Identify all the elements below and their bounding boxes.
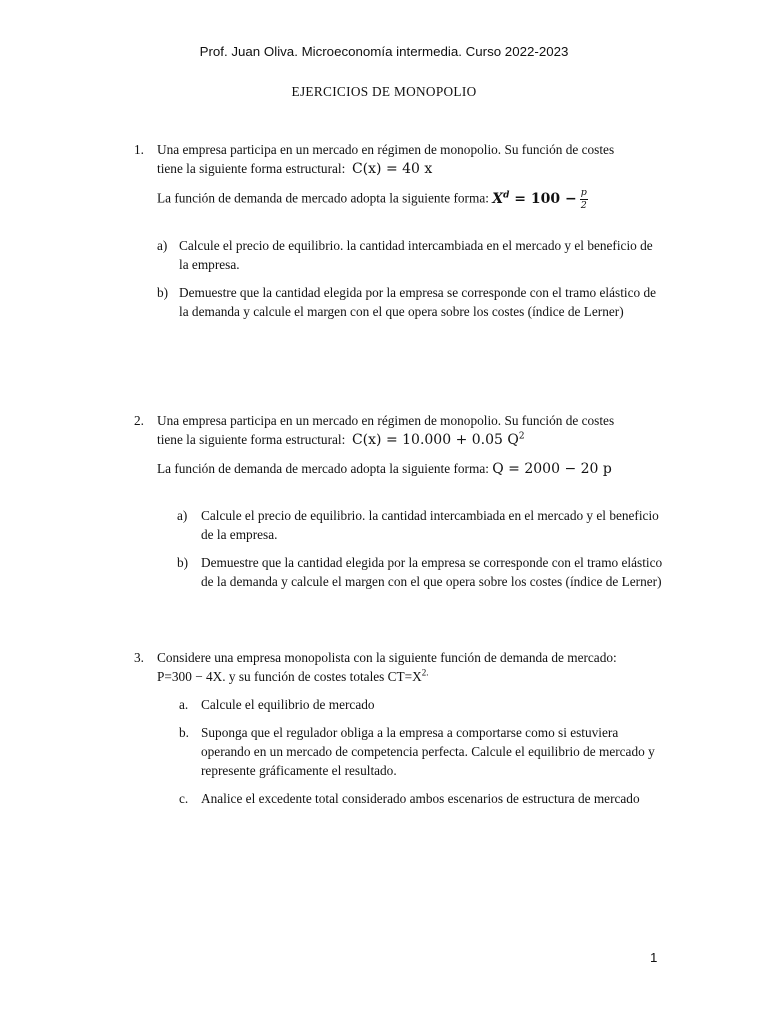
statement-line: tiene la siguiente forma estructural: (157, 432, 346, 447)
exercise-statement: Considere una empresa monopolista con la siguiente función de demanda de mercado: P=300 − 4X. y su función de costes totales $CT=X^{2.}$ (157, 650, 617, 684)
sub-item-label: b) (157, 285, 169, 300)
exercise-number: 1. (134, 142, 144, 157)
document-title: EJERCICIOS DE MONOPOLIO (291, 84, 477, 99)
statement-line: tiene la siguiente forma estructural: (157, 161, 346, 176)
sub-item-text: Calcule el precio de equilibrio. la cantidad intercambiada en el mercado y el beneficio de la empresa. (179, 238, 653, 272)
exercise-statement (157, 140, 664, 179)
statement-line: P=300 − 4X. y su función de costes totales CT=X (157, 669, 422, 684)
sub-item (179, 789, 664, 808)
sub-item-label: a) (177, 508, 188, 523)
statement-line: Una empresa participa en un mercado en régimen de monopolio. Su función de costes (157, 413, 615, 428)
demand-function: $X^d = 100$ − (492, 189, 577, 207)
demand-intro: La función de demanda de mercado adopta la siguiente forma: (157, 190, 489, 206)
page-header: Prof. Juan Oliva. Microeconomía intermedia. Curso 2022-2023 (199, 44, 569, 59)
page-number: 1 (650, 950, 658, 965)
sub-item-text: Calcule el equilibrio de mercado (201, 697, 375, 712)
exercise-2 (134, 411, 664, 600)
sub-item-text: Suponga que el regulador obliga a la empresa a comportarse como si estuviera operando en un mercado de competencia perfecta. Calcule el equilibrio de mercado y represente gráficamente el resultado. (201, 725, 655, 778)
exercise-statement (157, 411, 664, 450)
sub-items (157, 236, 664, 321)
sub-item-text: Demuestre que la cantidad elegida por la empresa se corresponde con el tramo elástico de la demanda y calcule el margen con el que opera sobre los costes (índice de Lerner) (179, 285, 657, 319)
cost-function: C(x) = 40 x (351, 161, 433, 177)
sub-item (179, 723, 664, 780)
demand-intro: La función de demanda de mercado adopta la siguiente forma: (157, 461, 489, 476)
sub-item (157, 283, 664, 321)
demand-fraction: $\frac{p}{2}$ (580, 187, 587, 211)
sub-item (157, 236, 664, 274)
demand-line (157, 459, 664, 479)
sub-items (177, 506, 664, 591)
sub-item (177, 553, 664, 591)
sub-item-text: Demuestre que la cantidad elegida por la empresa se corresponde con el tramo elástico de la demanda y calcule el margen con el que opera sobre los costes (índice de Lerner) (201, 555, 663, 589)
exercise-number: 2. (134, 413, 144, 428)
exercise-number: 3. (134, 650, 144, 665)
statement-line: Una empresa participa en un mercado en régimen de monopolio. Su función de costes (157, 142, 615, 157)
sub-items (179, 695, 664, 808)
demand-function: Q = 2000 − 20 p (492, 461, 612, 477)
sub-item (179, 695, 664, 714)
sub-item-label: c. (179, 791, 189, 806)
sub-item-label: b) (177, 555, 189, 570)
exercise-3 (134, 648, 664, 817)
sub-item-label: a. (179, 697, 189, 712)
sub-item-label: a) (157, 238, 168, 253)
sub-item-text: Calcule el precio de equilibrio. la cantidad intercambiada en el mercado y el beneficio de la empresa. (201, 508, 659, 542)
cost-function: C(x) = 10.000 + 0.05 $Q^2$ (351, 431, 525, 448)
sub-item (177, 506, 664, 544)
sub-item-text: Analice el excedente total considerado ambos escenarios de estructura de mercado (201, 791, 640, 806)
demand-line (157, 188, 664, 211)
statement-line: Considere una empresa monopolista con la siguiente función de demanda de mercado: (157, 650, 617, 665)
exercise-1 (134, 140, 664, 330)
sub-item-label: b. (179, 725, 189, 740)
